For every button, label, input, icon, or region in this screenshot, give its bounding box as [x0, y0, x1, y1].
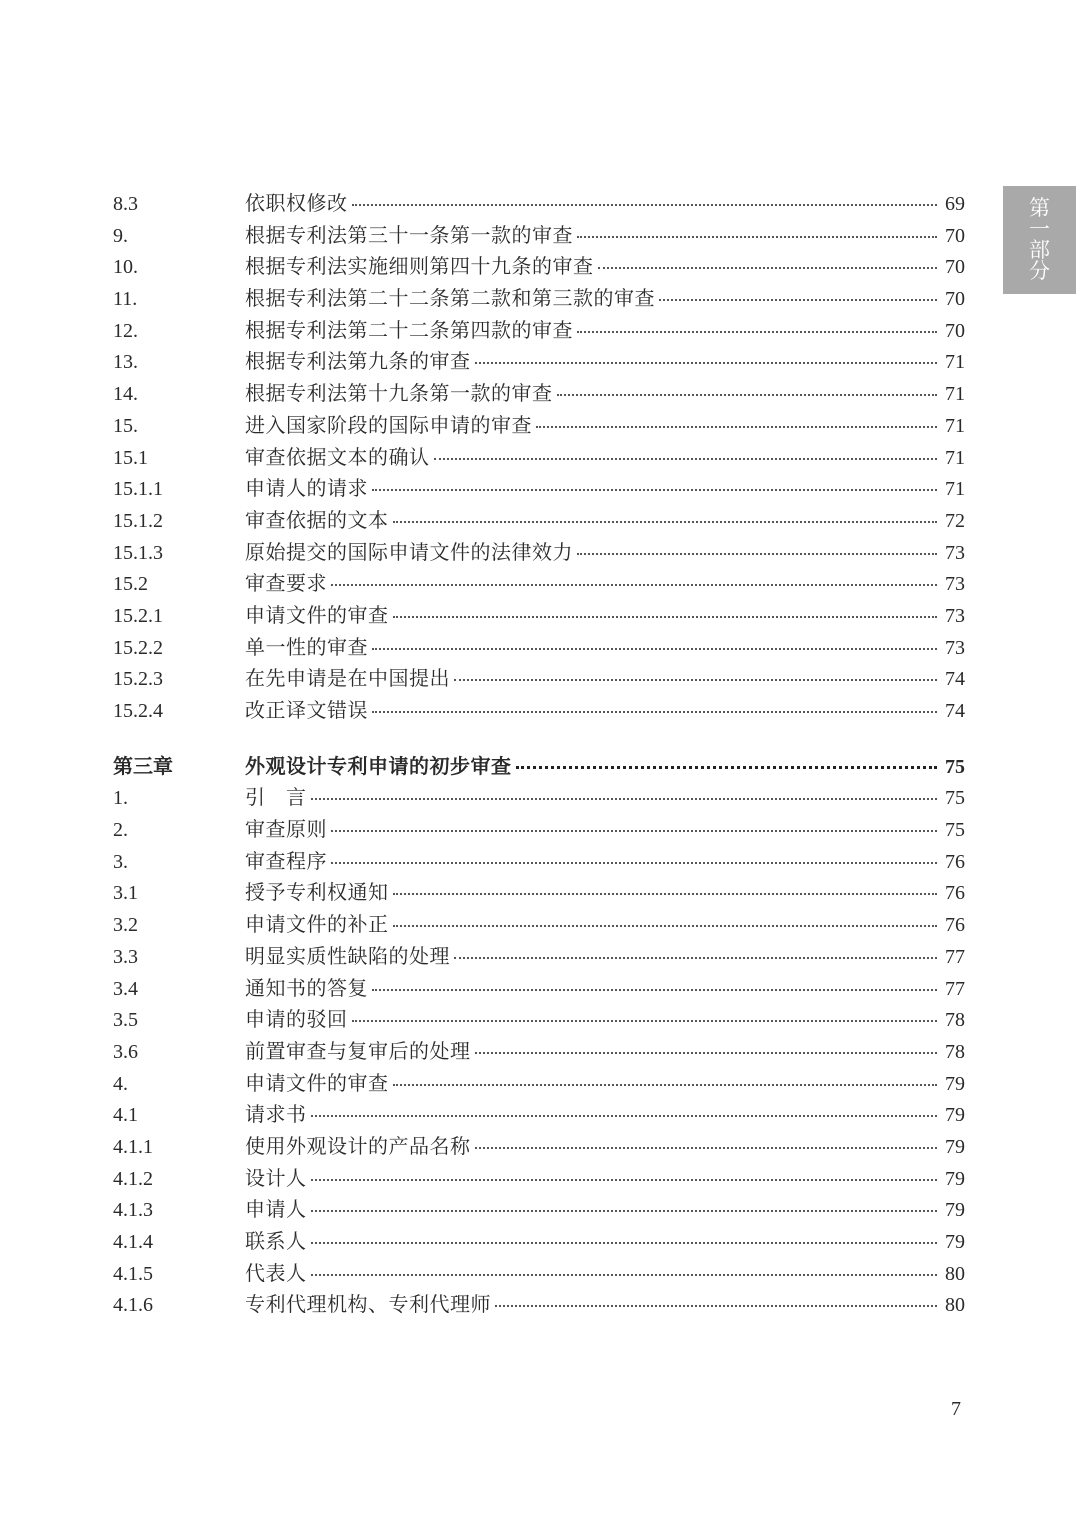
toc-section-after	[113, 781, 965, 1320]
toc-entry	[113, 662, 965, 694]
dot-leader	[393, 1084, 938, 1086]
page-number: 7	[951, 1398, 961, 1420]
entry-page: 70	[945, 256, 965, 279]
dot-leader	[659, 299, 937, 301]
entry-title: 授予专利权通知	[245, 880, 389, 905]
entry-title: 申请人	[245, 1197, 307, 1222]
entry-title: 审查依据的文本	[245, 507, 389, 532]
side-tab-char: 第	[1029, 196, 1050, 220]
entry-number: 3.1	[113, 882, 138, 905]
entry-number: 15.2	[113, 573, 148, 596]
entry-page: 70	[945, 288, 965, 311]
dot-leader	[311, 1242, 938, 1244]
entry-number: 4.	[113, 1072, 128, 1095]
entry-page: 70	[945, 319, 965, 342]
table-of-contents	[113, 187, 965, 1320]
toc-entry	[113, 1003, 965, 1035]
dot-leader	[352, 204, 938, 206]
toc-entry	[113, 1035, 965, 1067]
toc-entry	[113, 876, 965, 908]
dot-leader	[372, 711, 937, 713]
entry-page: 79	[945, 1135, 965, 1158]
entry-number: 15.2.4	[113, 700, 163, 722]
entry-title: 请求书	[245, 1102, 307, 1127]
chapter-number: 第三章	[113, 753, 173, 778]
dot-leader	[372, 989, 937, 991]
entry-number: 8.3	[113, 193, 138, 215]
entry-number: 12.	[113, 319, 138, 342]
toc-chapter-row	[113, 750, 965, 782]
entry-page: 73	[945, 604, 965, 627]
entry-number: 15.1.1	[113, 478, 163, 501]
dot-leader	[577, 331, 937, 333]
entry-title: 根据专利法第二十二条第四款的审查	[245, 317, 573, 342]
part-one-tab	[1003, 186, 1076, 294]
chapter-page: 75	[945, 755, 965, 778]
entry-number: 3.5	[113, 1009, 138, 1032]
dot-leader	[372, 489, 937, 491]
toc-entry	[113, 1162, 965, 1194]
side-tab-char: 分	[1029, 259, 1050, 283]
entry-number: 13.	[113, 351, 138, 374]
entry-number: 15.1.2	[113, 509, 163, 532]
dot-leader	[475, 1147, 938, 1149]
toc-section-before	[113, 187, 965, 726]
entry-number: 15.2.1	[113, 604, 163, 627]
entry-number: 4.1.5	[113, 1262, 153, 1285]
entry-page: 77	[945, 977, 965, 1000]
dot-leader	[393, 616, 938, 618]
dot-leader	[372, 648, 937, 650]
dot-leader	[311, 798, 938, 800]
dot-leader	[352, 1020, 938, 1022]
entry-title: 审查程序	[245, 848, 327, 873]
entry-title: 审查依据文本的确认	[245, 444, 430, 469]
toc-entry	[113, 345, 965, 377]
entry-title: 审查要求	[245, 571, 327, 596]
toc-entry	[113, 781, 965, 813]
entry-title: 在先申请是在中国提出	[245, 666, 450, 691]
dot-leader	[577, 553, 937, 555]
toc-entry	[113, 441, 965, 473]
toc-entry	[113, 631, 965, 663]
dot-leader	[475, 362, 938, 364]
entry-page: 75	[945, 787, 965, 810]
entry-title: 根据专利法第二十二条第二款和第三款的审查	[245, 286, 655, 311]
toc-entry	[113, 567, 965, 599]
toc-entry	[113, 908, 965, 940]
entry-title: 前置审查与复审后的处理	[245, 1038, 471, 1063]
toc-entry	[113, 599, 965, 631]
entry-number: 15.1	[113, 446, 148, 469]
toc-entry	[113, 940, 965, 972]
entry-page: 73	[945, 573, 965, 596]
entry-number: 4.1.1	[113, 1135, 153, 1158]
entry-number: 15.2.3	[113, 668, 163, 691]
entry-page: 70	[945, 224, 965, 247]
entry-number: 3.	[113, 850, 128, 873]
toc-entry	[113, 536, 965, 568]
entry-number: 3.6	[113, 1040, 138, 1063]
entry-number: 14.	[113, 383, 138, 406]
entry-page: 79	[945, 1104, 965, 1127]
entry-page: 77	[945, 945, 965, 968]
entry-title: 申请人的请求	[245, 476, 368, 501]
dot-leader	[577, 236, 937, 238]
toc-entry	[113, 219, 965, 251]
dot-leader	[311, 1210, 938, 1212]
toc-entry	[113, 813, 965, 845]
entry-number: 4.1.2	[113, 1167, 153, 1190]
dot-leader	[331, 830, 937, 832]
entry-page: 75	[945, 819, 965, 842]
dot-leader	[393, 893, 938, 895]
entry-title: 单一性的审查	[245, 634, 368, 659]
toc-entry	[113, 1225, 965, 1257]
dot-leader	[331, 584, 937, 586]
entry-number: 10.	[113, 256, 138, 279]
entry-page: 74	[945, 668, 965, 691]
dot-leader	[516, 766, 938, 769]
toc-entry	[113, 472, 965, 504]
dot-leader	[475, 1052, 938, 1054]
dot-leader	[495, 1305, 937, 1307]
entry-title: 申请文件的补正	[245, 912, 389, 937]
entry-number: 11.	[113, 288, 138, 311]
dot-leader	[311, 1274, 938, 1276]
entry-page: 79	[945, 1199, 965, 1222]
dot-leader	[434, 458, 938, 460]
entry-page: 78	[945, 1009, 965, 1032]
entry-title: 改正译文错误	[245, 698, 368, 722]
entry-title: 申请的驳回	[245, 1007, 348, 1032]
entry-title: 根据专利法第三十一条第一款的审查	[245, 222, 573, 247]
entry-title: 联系人	[245, 1229, 307, 1253]
entry-page: 73	[945, 541, 965, 564]
dot-leader	[311, 1115, 938, 1117]
toc-entry	[113, 187, 965, 219]
entry-number: 15.1.3	[113, 541, 163, 564]
toc-entry	[113, 1098, 965, 1130]
dot-leader	[454, 679, 937, 681]
entry-page: 71	[945, 446, 965, 469]
entry-page: 78	[945, 1040, 965, 1063]
toc-entry	[113, 377, 965, 409]
toc-entry	[113, 694, 965, 726]
entry-number: 3.3	[113, 945, 138, 968]
toc-entry	[113, 1193, 965, 1225]
side-tab-char: 部	[1029, 238, 1050, 262]
entry-title: 引 言	[245, 785, 307, 810]
entry-number: 2.	[113, 819, 128, 842]
dot-leader	[331, 862, 937, 864]
entry-page: 72	[945, 509, 965, 532]
entry-title: 申请文件的审查	[245, 1070, 389, 1095]
toc-entry	[113, 250, 965, 282]
entry-number: 15.2.2	[113, 636, 163, 659]
entry-number: 4.1.3	[113, 1199, 153, 1222]
toc-entry	[113, 1130, 965, 1162]
entry-page: 76	[945, 882, 965, 905]
entry-title: 代表人	[245, 1260, 307, 1285]
entry-number: 9.	[113, 224, 128, 247]
entry-page: 80	[945, 1262, 965, 1285]
entry-page: 71	[945, 351, 965, 374]
entry-page: 76	[945, 850, 965, 873]
entry-title: 根据专利法实施细则第四十九条的审查	[245, 254, 594, 279]
side-tab-char: 一	[1029, 217, 1050, 241]
toc-entry	[113, 1067, 965, 1099]
dot-leader	[536, 426, 937, 428]
entry-page: 76	[945, 914, 965, 937]
dot-leader	[598, 267, 938, 269]
entry-title: 设计人	[245, 1165, 307, 1190]
chapter-title: 外观设计专利申请的初步审查	[245, 753, 512, 778]
entry-number: 15.	[113, 414, 138, 437]
entry-title: 审查原则	[245, 817, 327, 842]
entry-page: 71	[945, 414, 965, 437]
entry-title: 专利代理机构、专利代理师	[245, 1292, 491, 1317]
toc-entry	[113, 1288, 965, 1320]
entry-title: 使用外观设计的产品名称	[245, 1133, 471, 1158]
entry-page: 71	[945, 383, 965, 406]
entry-number: 1.	[113, 787, 128, 810]
entry-page: 79	[945, 1231, 965, 1253]
entry-title: 依职权修改	[245, 191, 348, 215]
entry-page: 74	[945, 700, 965, 722]
entry-number: 4.1.6	[113, 1294, 153, 1317]
toc-entry	[113, 409, 965, 441]
dot-leader	[393, 925, 938, 927]
entry-page: 71	[945, 478, 965, 501]
entry-number: 3.2	[113, 914, 138, 937]
entry-title: 明显实质性缺陷的处理	[245, 943, 450, 968]
entry-number: 4.1	[113, 1104, 138, 1127]
entry-title: 进入国家阶段的国际申请的审查	[245, 412, 532, 437]
toc-entry	[113, 845, 965, 877]
toc-entry	[113, 282, 965, 314]
entry-title: 原始提交的国际申请文件的法律效力	[245, 539, 573, 564]
entry-page: 73	[945, 636, 965, 659]
entry-page: 79	[945, 1167, 965, 1190]
toc-entry	[113, 314, 965, 346]
dot-leader	[393, 521, 938, 523]
entry-page: 69	[945, 193, 965, 215]
entry-page: 80	[945, 1294, 965, 1317]
entry-page: 79	[945, 1072, 965, 1095]
toc-entry	[113, 504, 965, 536]
toc-entry	[113, 1257, 965, 1289]
entry-title: 根据专利法第九条的审查	[245, 349, 471, 374]
entry-number: 3.4	[113, 977, 138, 1000]
entry-title: 通知书的答复	[245, 975, 368, 1000]
entry-title: 根据专利法第十九条第一款的审查	[245, 381, 553, 406]
entry-title: 申请文件的审查	[245, 602, 389, 627]
entry-number: 4.1.4	[113, 1231, 153, 1253]
dot-leader	[557, 394, 938, 396]
dot-leader	[311, 1179, 938, 1181]
dot-leader	[454, 957, 937, 959]
toc-entry	[113, 972, 965, 1004]
